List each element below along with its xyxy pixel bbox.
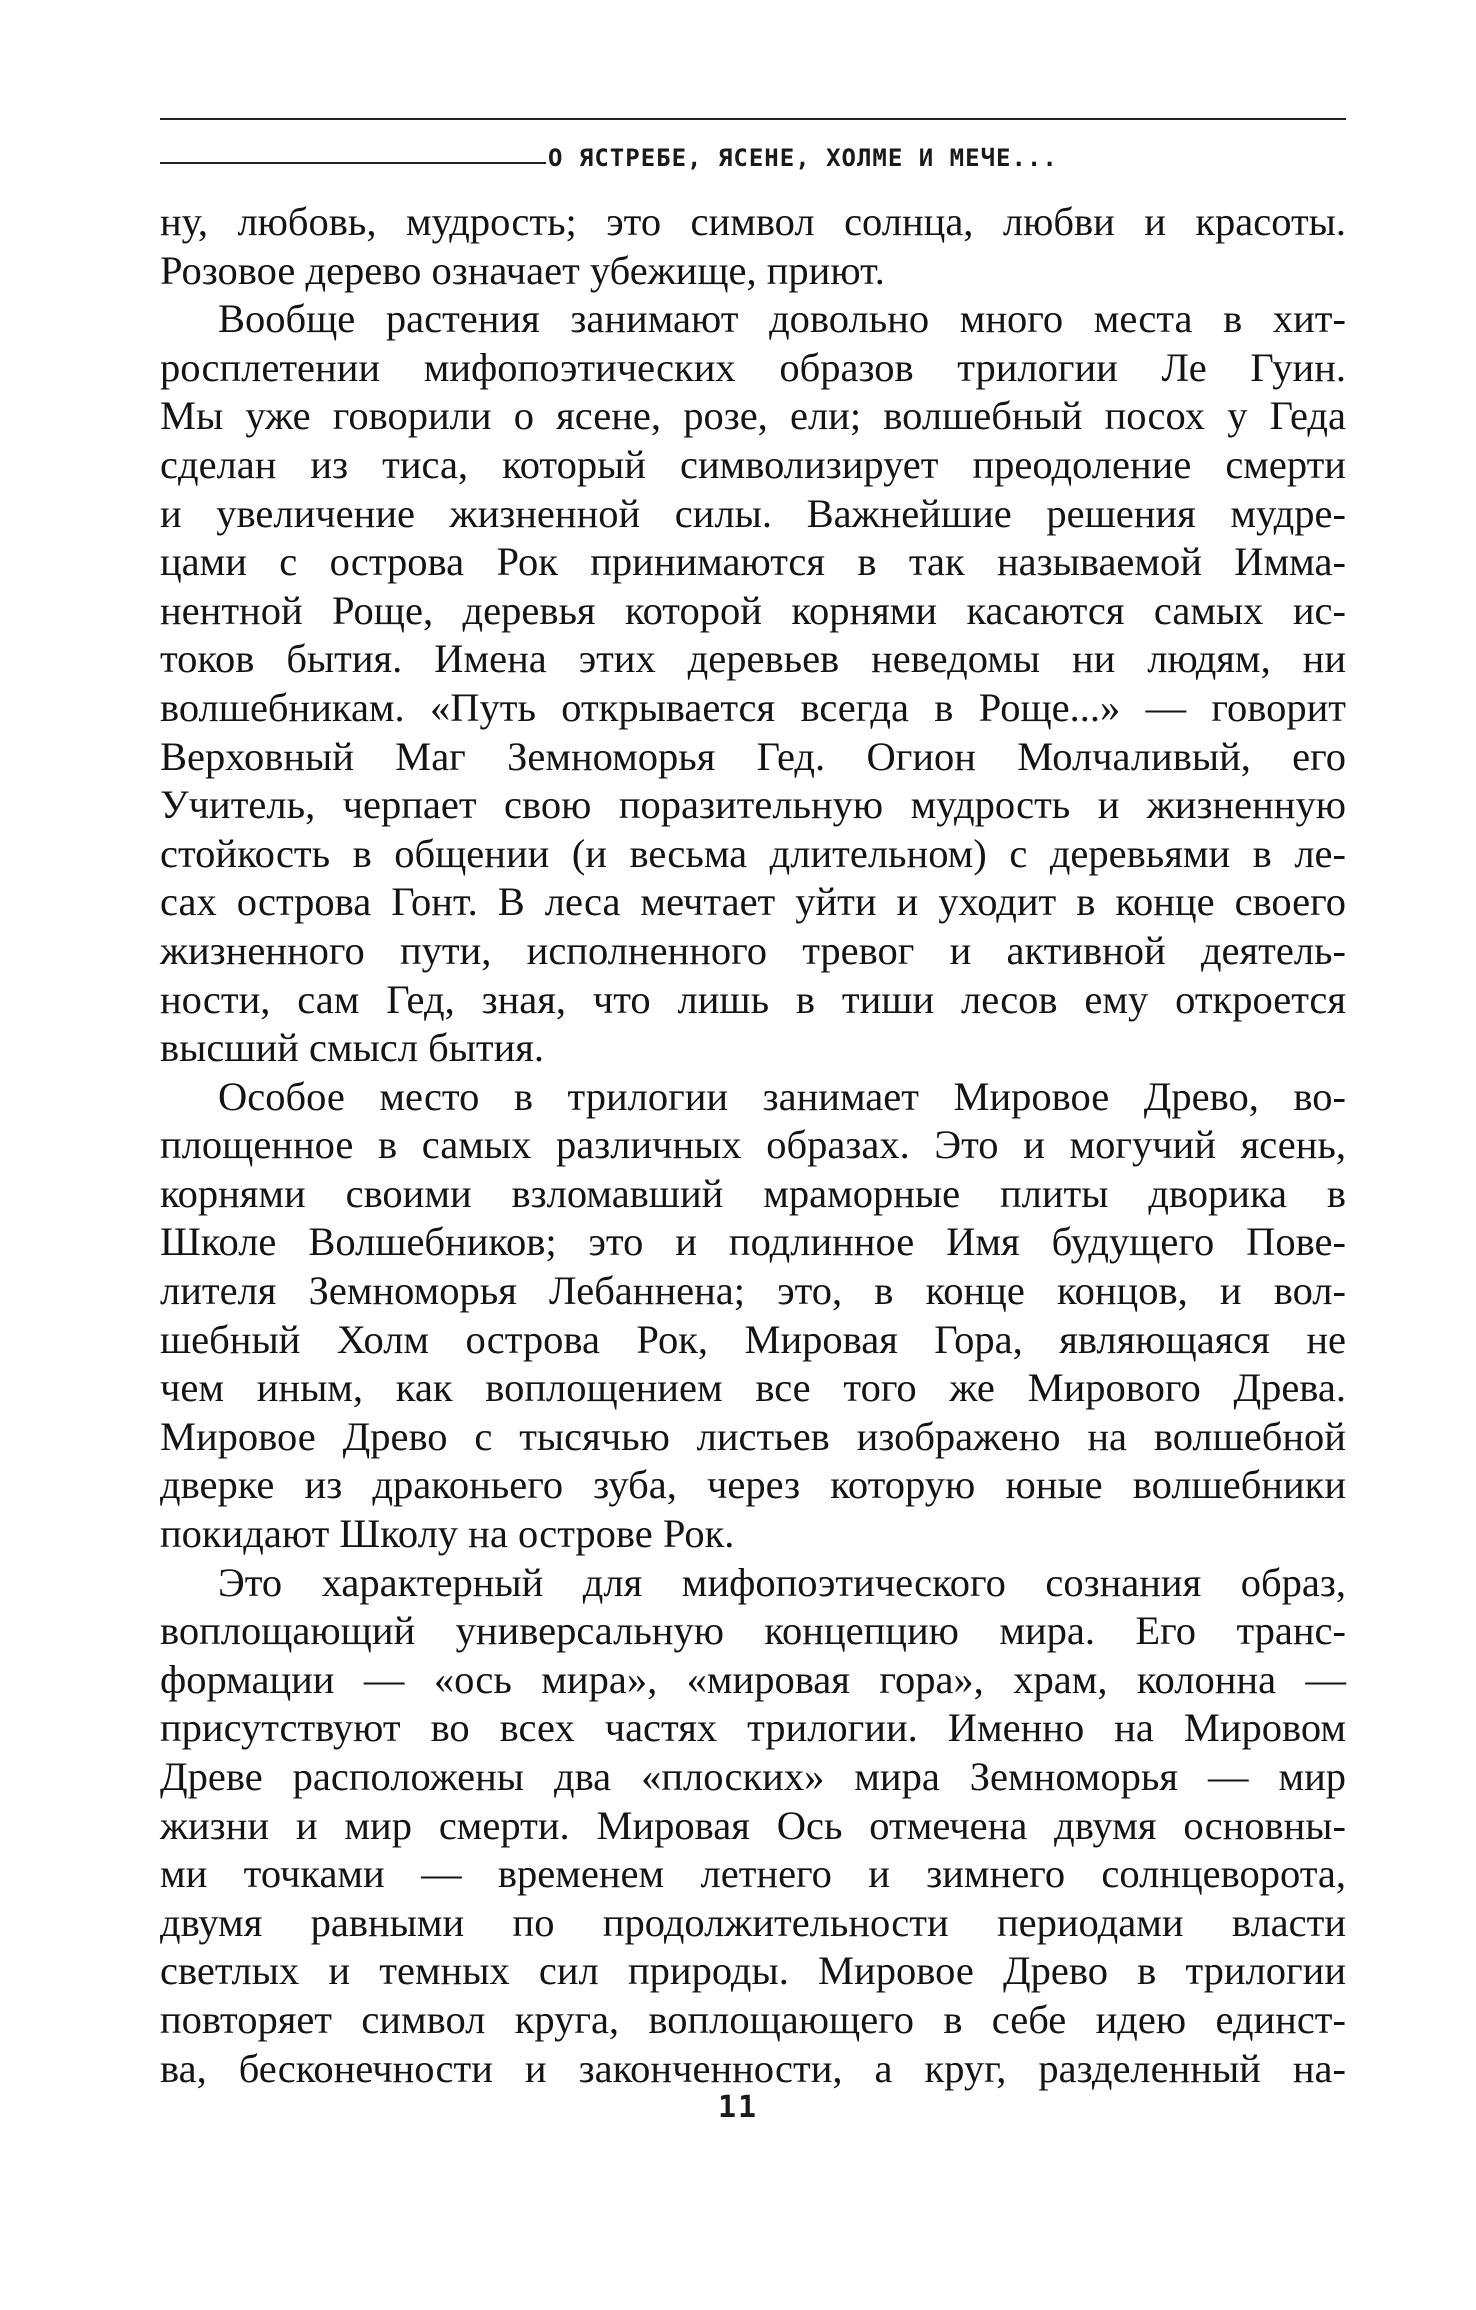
text-line: присутствуют во всех частях трилогии. Именно на Мировом xyxy=(160,1705,1346,1751)
header-top-rule xyxy=(160,118,1346,120)
text-line: Розовое дерево означает убежище, приют. xyxy=(160,247,885,293)
text-line: сах острова Гонт. В леса мечтает уйти и уходит в конце своего xyxy=(160,879,1346,925)
text-line: цами с острова Рок принимаются в так называемой Имма- xyxy=(160,539,1346,585)
text-line: росплетении мифопоэтических образов трилогии Ле Гуин. xyxy=(160,344,1346,390)
paragraph xyxy=(160,198,1346,295)
text-line: ва, бесконечности и законченности, а круг, разделенный на- xyxy=(160,2045,1346,2091)
text-line: высший смысл бытия. xyxy=(160,1025,545,1071)
text-line: стойкость в общении (и весьма длительном) с деревьями в ле- xyxy=(160,830,1346,876)
text-line: Особое место в трилогии занимает Мировое Древо, во- xyxy=(218,1073,1346,1119)
page-number: 11 xyxy=(717,2090,759,2125)
running-title: О ЯСТРЕБЕ, ЯСЕНЕ, ХОЛМЕ И МЕЧЕ... xyxy=(548,144,1058,172)
text-line: воплощающий универсальную концепцию мира. Его транс- xyxy=(160,1608,1346,1654)
text-line: ми точками — временем летнего и зимнего солнцеворота, xyxy=(160,1851,1346,1897)
text-line: лителя Земноморья Лебаннена; это, в конце концов, и вол- xyxy=(160,1268,1346,1314)
text-line: и увеличение жизненной силы. Важнейшие решения мудре- xyxy=(160,490,1346,536)
text-line: повторяет символ круга, воплощающего в себе идею единст- xyxy=(160,1996,1346,2042)
paragraph xyxy=(160,1559,1346,2094)
text-line: Верховный Маг Земноморья Гед. Огион Молчаливый, его xyxy=(160,733,1346,779)
text-line: формации — «ось мира», «мировая гора», храм, колонна — xyxy=(160,1656,1346,1702)
text-line: жизненного пути, исполненного тревог и активной деятель- xyxy=(160,927,1346,973)
text-line: Древе расположены два «плоских» мира Земноморья — мир xyxy=(160,1754,1346,1799)
text-line: чем иным, как воплощением все того же Мирового Древа. xyxy=(160,1365,1346,1411)
text-line: двумя равными по продолжительности периодами власти xyxy=(160,1899,1346,1945)
text-line: ности, сам Гед, зная, что лишь в тиши лесов ему откроется xyxy=(160,976,1346,1022)
running-header xyxy=(160,132,1346,172)
text-line: сделан из тиса, который символизирует преодоление смерти xyxy=(160,441,1346,487)
text-line: шебный Холм острова Рок, Мировая Гора, являющаяся не xyxy=(160,1316,1346,1362)
text-line: корнями своими взломавший мраморные плиты дворика в xyxy=(160,1170,1346,1216)
text-line: волшебникам. «Путь открывается всегда в Роще...» — говорит xyxy=(160,684,1346,730)
text-line: ну, любовь, мудрость; это символ солнца, любви и красоты. xyxy=(160,199,1346,244)
text-line: дверке из драконьего зуба, через которую юные волшебники xyxy=(160,1462,1346,1508)
paragraph xyxy=(160,295,1346,1073)
text-line: Вообще растения занимают довольно много места в хит- xyxy=(218,296,1346,342)
header-leader-line xyxy=(160,162,546,164)
text-line: жизни и мир смерти. Мировая Ось отмечена двумя основны- xyxy=(160,1802,1346,1848)
text-line: токов бытия. Имена этих деревьев неведомы ни людям, ни xyxy=(160,636,1346,682)
text-line: светлых и темных сил природы. Мировое Древо в трилогии xyxy=(160,1948,1346,1994)
text-line: Мы уже говорили о ясене, розе, ели; волшебный посох у Геда xyxy=(160,393,1346,439)
text-line: Это характерный для мифопоэтического сознания образ, xyxy=(218,1559,1346,1605)
body-text xyxy=(160,198,1346,2093)
text-line: нентной Роще, деревья которой корнями касаются самых ис- xyxy=(160,587,1346,633)
text-line: площенное в самых различных образах. Это и могучий ясень, xyxy=(160,1122,1346,1168)
text-line: Учитель, черпает свою поразительную мудрость и жизненную xyxy=(160,782,1346,828)
text-line: покидают Школу на острове Рок. xyxy=(160,1511,735,1557)
text-line: Мировое Древо с тысячью листьев изображено на волшебной xyxy=(160,1413,1346,1459)
paragraph xyxy=(160,1073,1346,1559)
text-line: Школе Волшебников; это и подлинное Имя будущего Пове- xyxy=(160,1219,1346,1265)
